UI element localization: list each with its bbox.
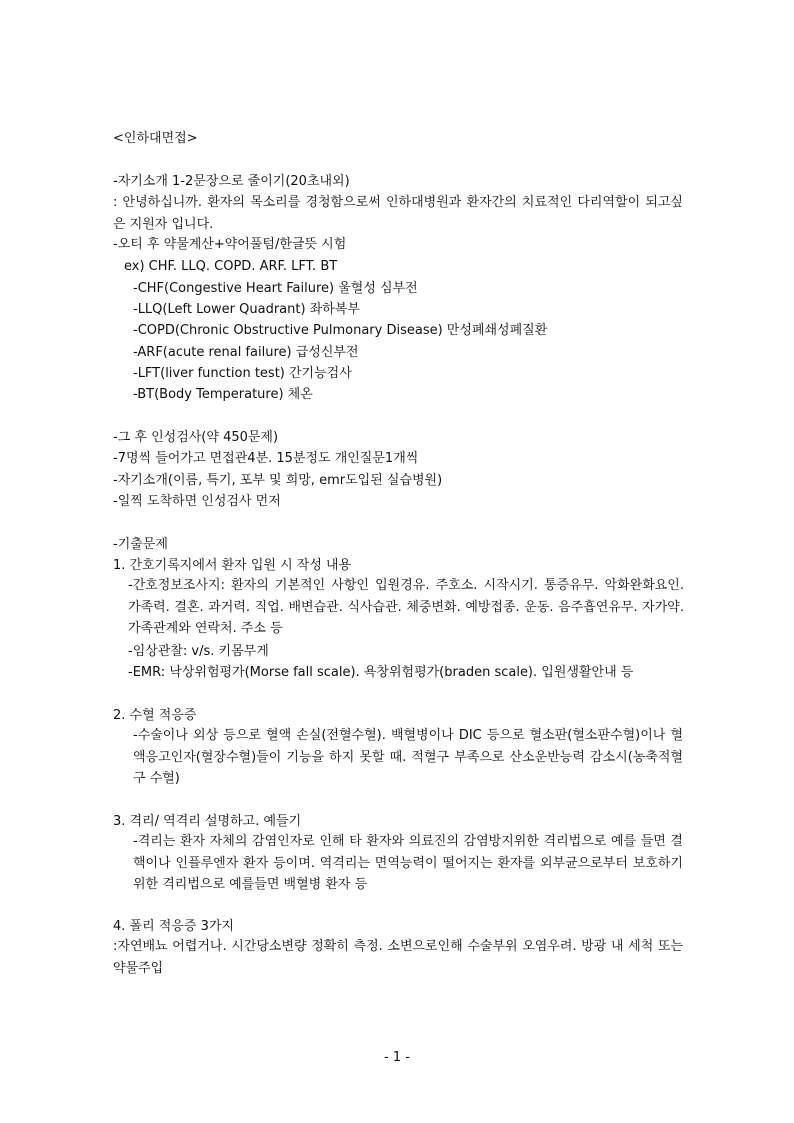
q1-nursing-info: -간호정보조사지: 환자의 기본적인 사항인 입원경유. 주호소. 시작시기. 통증유무. 악화완화요인. 가족력. 결혼. 과거력. 직업. 배변습관. 식사습관. 체중변화. 예방접종. 운동. 음주흡연유무. 자가약. 가족관계와 연락처. 주소 등 [128,578,684,636]
q2-title: 2. 수혈 적응증 [113,708,197,723]
abbr-item: -ARF(acute renal failure) 급성신부전 [133,345,359,360]
intro-heading: -자기소개 1-2문장으로 줄이기(20초내외) [113,174,350,189]
q1-clinical-obs: -임상관찰: v/s. 키몸무게 [128,644,269,659]
q4-title: 4. 폴리 적응증 3가지 [113,919,234,934]
abbr-item: -COPD(Chronic Obstructive Pulmonary Disease) 만성폐쇄성폐질환 [133,323,548,338]
q1-emr: -EMR: 낙상위험평가(Morse fall scale). 욕창위험평가(braden scale). 입원생활안내 등 [128,665,634,680]
after-item: -일찍 도착하면 인성검사 먼저 [113,494,281,509]
q3-text: -격리는 환자 자체의 감염인자로 인해 타 환자와 의료진의 감염방지위한 격리법으로 예를 들면 결핵이나 인플루엔자 환자 등이며. 역격리는 면역능력이 떨어지는 환자를 외부균으로부터 보호하기 위한 격리법으로 예를들면 백혈병 환자 등 [133,834,683,892]
ot-heading: -오티 후 약물계산+약어풀텀/한글뜻 시험 [113,237,347,252]
q3-title: 3. 격리/ 역격리 설명하고. 예들기 [113,814,302,829]
page-number: - 1 - [384,1050,410,1065]
abbr-item: -CHF(Congestive Heart Failure) 울혈성 심부전 [133,281,418,296]
exam-heading: -기출문제 [113,537,168,552]
after-item: -자기소개(이름, 특기, 포부 및 희망, emr도입된 실습병원) [113,473,443,488]
abbr-item: -LFT(liver function test) 간기능검사 [133,366,352,381]
page-title: <인하대면접> [113,131,198,146]
intro-text: : 안녕하십니까. 환자의 목소리를 경청함으로써 인하대병원과 환자간의 치료적인 다리역할이 되고싶은 지원자 입니다. [113,195,683,232]
q1-title: 1. 간호기록지에서 환자 입원 시 작성 내용 [113,558,352,573]
abbr-item: -LLQ(Left Lower Quadrant) 좌하복부 [133,302,360,317]
ot-example: ex) CHF. LLQ. COPD. ARF. LFT. BT [124,259,338,274]
after-item: -7명씩 들어가고 면접관4분. 15분정도 개인질문1개씩 [113,451,419,466]
abbr-item: -BT(Body Temperature) 체온 [133,387,313,402]
q2-text: -수술이나 외상 등으로 혈액 손실(전혈수혈). 백혈병이나 DIC 등으로 혈소판(혈소판수혈)이나 혈액응고인자(혈장수혈)들이 기능을 하지 못할 때. 적혈구 부족으로 산소운반능력 감소시(농축적혈구 수혈) [133,728,683,786]
q4-text: :자연배뇨 어렵거나. 시간당소변량 정확히 측정. 소변으로인해 수술부위 오염우려. 방광 내 세척 또는 약물주입 [113,939,683,976]
after-item: -그 후 인성검사(약 450문제) [113,430,279,445]
